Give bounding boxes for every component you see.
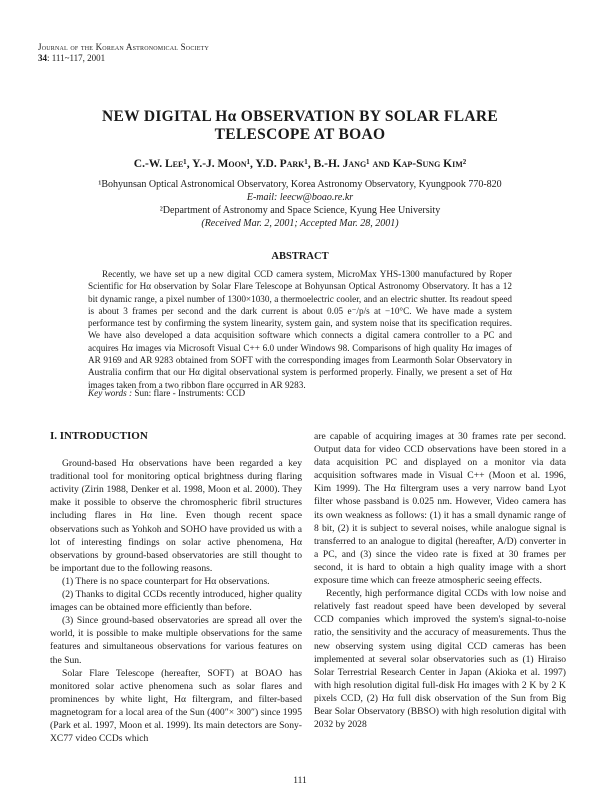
- left-column: [50, 430, 302, 745]
- paragraph: (2) Thanks to digital CCDs recently introduced, higher quality images can be obtained more efficiently than before.: [50, 589, 302, 614]
- paper-title: [0, 108, 600, 144]
- paragraph: Recently, high performance digital CCDs with low noise and relatively fast readout speed have been developed by several CCD companies which improved the system's signal-to-noise ratio, the sensitivity and the accuracy of measurements. Thus the new observing system using digital CCD cameras has been implemented at several solar observatories such as (1) Hiraiso Solar Terrestrial Research Center in Japan (Akioka et al. 1997) with high resolution digital full-disk Hα images with 2 K by 2 K pixels CCD, (2) Hα full disk observation of the Sun from Big Bear Solar Observatory (BBSO) with high resolution digital with 2032 by 2028: [314, 588, 566, 731]
- received-dates: (Received Mar. 2, 2001; Accepted Mar. 28, 2001): [201, 218, 399, 229]
- journal-header: [38, 42, 209, 64]
- title-line-2: TELESCOPE AT BOAO: [214, 126, 386, 143]
- section-heading: I. INTRODUCTION: [50, 430, 148, 442]
- author-email: E-mail: leecw@boao.re.kr: [246, 192, 354, 203]
- keywords: [88, 388, 245, 398]
- affiliation-2: ²Department of Astronomy and Space Science, Kyung Hee University: [159, 205, 441, 216]
- paragraph: Solar Flare Telescope (hereafter, SOFT) at BOAO has monitored solar active phenomena such as solar flares and prominences by white light, Hα filtergram, and filter-based magnetogram for a local area of the Sun (400″× 300″) since 1995 (Park et al. 1997, Moon et al. 1999). Its main detectors are Sony-XC77 video CCDs which: [50, 667, 302, 745]
- journal-pages: : 111~117, 2001: [47, 53, 106, 63]
- title-line-1: NEW DIGITAL Hα OBSERVATION BY SOLAR FLARE: [102, 108, 498, 125]
- paragraph: Ground-based Hα observations have been regarded a key traditional tool for monitoring optical brightness during flaring activity (Zirin 1988, Denker et al. 1998, Moon et al. 2000). They make it possible to observe the chromospheric fibril structures including flares in Hα line. Even though recent space observations such as Yohkoh and SOHO have provided us with a lot of interesting findings on solar active phenomena, Hα observations by ground-based observatories are still thought to be important due to the following reasons.: [50, 458, 302, 574]
- page-number: 111: [293, 776, 307, 786]
- keywords-list: Sun: flare - Instruments: CCD: [132, 388, 246, 398]
- paragraph: (1) There is no space counterpart for Hα observations.: [62, 575, 270, 587]
- abstract-heading: ABSTRACT: [271, 251, 329, 262]
- keywords-label: Key words :: [88, 388, 133, 398]
- paragraph: (3) Since ground-based observatories are spread all over the world, it is possible to make multiple observations for the same features and simultaneous observations for various features on the Sun.: [50, 615, 302, 666]
- paragraph: are capable of acquiring images at 30 frames rate per second. Output data for video CCD observations have been stored in a data acquisition PC and displayed on a monitor via data acquisition softwares made in Visual C++ (Moon et al. 1996, Kim 1999). The Hα filtergram uses a very narrow band Lyot filter whose passband is 0.025 nm. However, Video camera has its own weakness as follows: (1) it has a small dynamic range of 8 bit, (2) it is subject to several noises, while analogue signal is transferred to an analogue to digital (hereafter, A/D) converter in a PC, and (3) since the video rate is fixed at 30 frames per second, it is hard to obtain a high quality image with a short exposure time which can freeze atmospheric seeing effects.: [314, 431, 566, 587]
- journal-volume: 34: [38, 53, 47, 63]
- journal-name: Journal of the Korean Astronomical Society: [38, 42, 209, 52]
- author-list: C.-W. Lee¹, Y.-J. Moon¹, Y.D. Park¹, B.-H. Jang¹ and Kap-Sung Kim²: [133, 158, 467, 170]
- journal-volume-line: [38, 53, 209, 64]
- right-column: [314, 430, 566, 731]
- abstract-text: Recently, we have set up a new digital CCD camera system, MicroMax YHS-1300 manufactured by Roper Scientific for Hα observation by Solar Flare Telescope at Bohyunsan Optical Astronomy Observatory. It has a 12 bit dynamic range, a pixel number of 1300×1030, a thermoelectric cooler, and an electric shutter. Its readout speed is about 3 frames per second and the dark current is about 0.05 e⁻/p/s at −10°C. We have made a system performance test by confirming the system linearity, system gain, and system noise that its specification requires. We have also developed a data acquisition software which connects a digital camera controller to a PC and acquires Hα images via Microsoft Visual C++ 6.0 under Windows 98. Comparisons of high quality Hα images of AR 9169 and AR 9283 obtained from SOFT with the corresponding images from Learmonth Solar Observatory in Australia confirm that our Hα digital observational system is performed properly. Finally, we present a set of Hα images taken from a two ribbon flare occurred in AR 9283.: [88, 269, 512, 390]
- affiliation-1: ¹Bohyunsan Optical Astronomical Observatory, Korea Astronomy Observatory, Kyungpook 770-820: [98, 179, 502, 190]
